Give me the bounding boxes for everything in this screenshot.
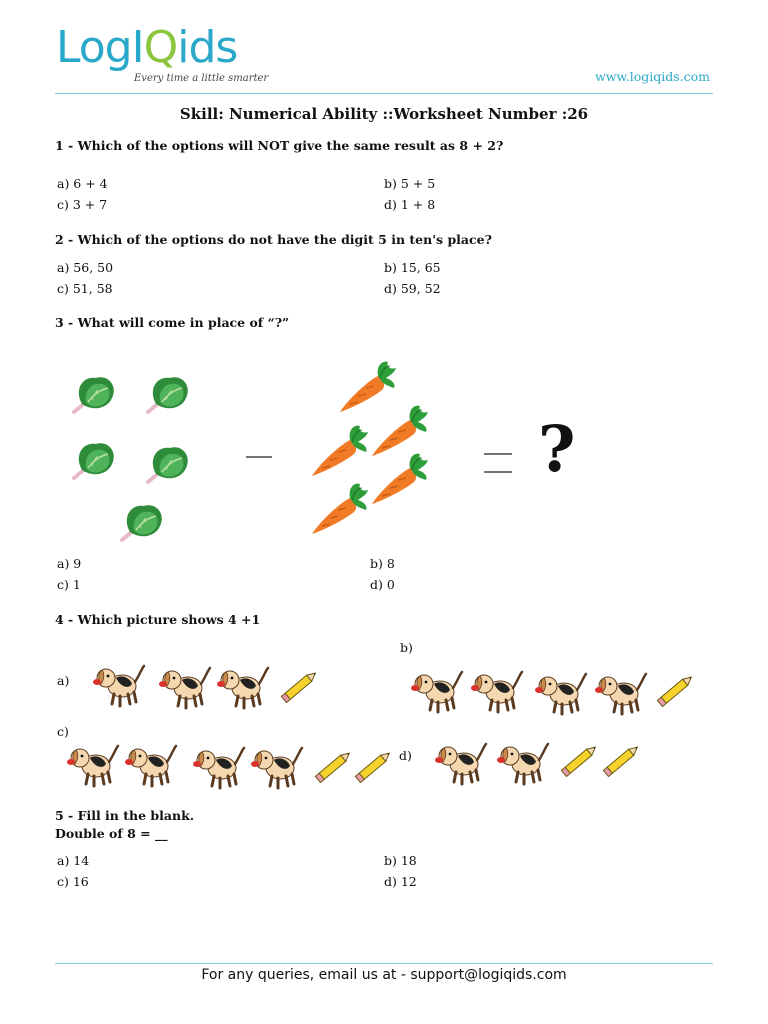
dog-icon	[159, 668, 210, 708]
dog-icon	[411, 672, 462, 712]
dog-icon	[435, 744, 486, 784]
q5-option-a[interactable]: a) 14	[57, 853, 90, 868]
q4-option-b-picture[interactable]	[410, 670, 700, 714]
q1-option-b[interactable]: b) 5 + 5	[384, 176, 436, 191]
q3-option-c[interactable]: c) 1	[57, 577, 81, 592]
footer-rule	[55, 963, 713, 964]
q1-option-c[interactable]: c) 3 + 7	[57, 197, 108, 212]
carrot-icon	[312, 484, 368, 534]
q3-option-a[interactable]: a) 9	[57, 556, 82, 571]
pencil-icon	[657, 674, 694, 706]
q4-option-c-label[interactable]: c)	[57, 724, 69, 739]
q3-option-d[interactable]: d) 0	[370, 577, 395, 592]
q1-option-d[interactable]: d) 1 + 8	[384, 197, 436, 212]
q5-option-b[interactable]: b) 18	[384, 853, 417, 868]
dog-icon	[217, 668, 268, 708]
dog-icon	[595, 674, 646, 714]
website-link[interactable]: www.logiqids.com	[595, 69, 710, 84]
logo-tagline: Every time a little smarter	[134, 73, 269, 84]
carrot-icon	[372, 454, 428, 504]
pencil-icon	[315, 750, 352, 782]
header-rule	[55, 93, 713, 94]
pencil-icon	[603, 744, 640, 776]
q4-option-c-picture[interactable]	[66, 742, 396, 786]
question-mark: ?	[538, 412, 576, 487]
question-5: 5 - Fill in the blank.	[55, 808, 195, 823]
spinach-icon	[148, 447, 188, 484]
q3-picture-equation	[60, 350, 580, 550]
carrot-icon	[372, 406, 428, 456]
logiqids-logo	[56, 22, 238, 73]
dog-icon	[497, 744, 548, 784]
pencil-icon	[355, 750, 392, 782]
q2-option-d[interactable]: d) 59, 52	[384, 281, 441, 296]
worksheet-title: Skill: Numerical Ability ::Worksheet Number :26	[179, 105, 589, 123]
question-4: 4 - Which picture shows 4 +1	[55, 612, 261, 627]
q5-option-c[interactable]: c) 16	[57, 874, 89, 889]
question-3: 3 - What will come in place of “?”	[55, 315, 290, 330]
dog-icon	[67, 746, 118, 786]
question-5-subtext: Double of 8 = __	[55, 826, 168, 841]
dog-icon	[251, 748, 302, 788]
logo-text-part3: ids	[177, 22, 238, 73]
dog-icon	[535, 674, 586, 714]
dog-icon	[125, 746, 176, 786]
dog-icon	[93, 666, 144, 706]
spinach-icon	[74, 443, 114, 480]
carrot-icon	[312, 426, 368, 476]
dog-icon	[193, 748, 244, 788]
q4-option-b-label[interactable]: b)	[400, 640, 413, 655]
q5-option-d[interactable]: d) 12	[384, 874, 417, 889]
q2-option-b[interactable]: b) 15, 65	[384, 260, 441, 275]
q2-option-a[interactable]: a) 56, 50	[57, 260, 114, 275]
logo-text-part2: Q	[143, 22, 178, 73]
spinach-icon	[74, 377, 114, 414]
q4-option-d-picture[interactable]	[434, 740, 654, 784]
question-1: 1 - Which of the options will NOT give the same result as 8 + 2?	[55, 138, 504, 153]
q1-option-a[interactable]: a) 6 + 4	[57, 176, 108, 191]
footer-contact: For any queries, email us at - support@logiqids.com	[201, 967, 567, 983]
pencil-icon	[561, 744, 598, 776]
pencil-icon	[281, 670, 318, 702]
dog-icon	[471, 672, 522, 712]
q4-option-a-label[interactable]: a)	[57, 673, 70, 688]
question-2: 2 - Which of the options do not have the digit 5 in ten's place?	[55, 232, 492, 247]
logo-text-part1: LogI	[56, 22, 144, 73]
q4-option-a-picture[interactable]	[92, 664, 332, 708]
q2-option-c[interactable]: c) 51, 58	[57, 281, 113, 296]
q3-option-b[interactable]: b) 8	[370, 556, 395, 571]
spinach-icon	[148, 377, 188, 414]
carrot-icon	[340, 362, 396, 412]
q4-option-d-label[interactable]: d)	[399, 748, 412, 763]
spinach-icon	[122, 505, 162, 542]
